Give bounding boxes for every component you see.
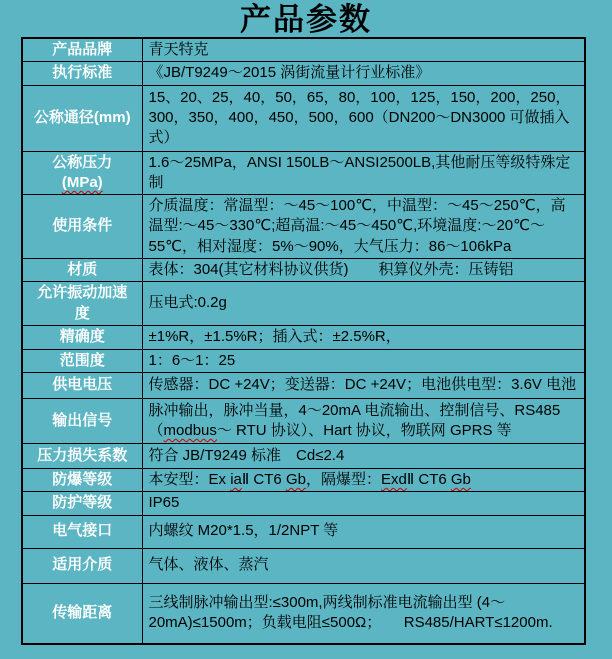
table-row (22, 62, 585, 85)
row-label (22, 282, 142, 326)
misspelled-text: modbus (163, 422, 217, 439)
table-row (22, 325, 585, 349)
table-row (22, 38, 585, 62)
misspelled-text: Gb (285, 471, 306, 488)
table-row (22, 259, 585, 282)
row-value (142, 38, 585, 62)
text-segment: 本安型：Ex (148, 471, 231, 488)
table-row (22, 373, 585, 399)
text-segment: ，隔爆型： (305, 471, 381, 488)
misspelled-text: Exd (380, 471, 407, 488)
text-segment: Ⅱ CT6 (406, 471, 451, 488)
text-segment: 《JB/T9249～2015 涡街流量计行业标准》 (148, 64, 431, 82)
text-segment: 允许振动加速 (37, 284, 128, 302)
text-segment: 防爆等级 (52, 471, 113, 488)
product-parameters-table (21, 37, 586, 645)
text-segment: 青天特克 (148, 41, 209, 58)
row-label (22, 38, 142, 62)
text-segment: 15、20、25，40，50，65，80，100，125，150，200，250，300，350，400，450，500，600（DN200～DN3000 可做插入式） (148, 88, 571, 147)
text-segment: 公称通径(mm) (33, 108, 131, 126)
text-segment: 脉冲输出，脉冲当量，4～20mA 电流输出、控制信号、RS485（ (148, 401, 561, 439)
row-value (142, 259, 585, 282)
row-label (22, 373, 142, 399)
table-row (22, 492, 585, 515)
row-value (142, 62, 585, 85)
misspelled-text: Gb (450, 471, 471, 488)
text-segment: 1.6～25MPa，ANSI 150LB～ANSI2500LB,其他耐压等级特殊定制 (148, 153, 571, 191)
row-label (22, 62, 142, 85)
row-value (142, 373, 585, 399)
table-body (22, 38, 585, 644)
text-segment: 内螺纹 M20*1.5，1/2NPT 等 (148, 522, 339, 540)
text-segment: 传感器：DC +24V；变送器：DC +24V；电池供电型：3.6V 电池 (148, 376, 577, 394)
text-segment: 电气接口 (52, 522, 113, 540)
text-segment: 压力损失系数 (37, 446, 128, 464)
table-row (22, 195, 585, 259)
text-segment: 介质温度：常温型：～45～100℃，中温型：～45～250℃，高温型:～45～330℃;超高温:～45～450℃,环境温度:～20℃～55℃，相对湿度：5%～90%，大气压力：86～106kPa (148, 197, 566, 255)
text-segment: 输出信号 (52, 411, 113, 429)
table-row (22, 399, 585, 444)
row-value (142, 325, 585, 349)
text-segment: 精确度 (59, 328, 105, 346)
text-segment: ±1%R，±1.5%R；插入式：±2.5%R， (148, 328, 401, 346)
row-value (142, 444, 585, 469)
text-segment: 适用介质 (52, 556, 113, 574)
row-label (22, 349, 142, 372)
text-segment: 使用条件 (52, 217, 113, 235)
text-segment: Ⅱ CT6 (241, 471, 286, 488)
text-segment: IP65 (148, 494, 180, 512)
table-row (22, 282, 585, 326)
text-segment: 范围度 (59, 351, 105, 369)
row-label (22, 325, 142, 349)
row-label (22, 399, 142, 444)
text-segment: 供电电压 (52, 376, 113, 394)
table-row (22, 583, 585, 644)
table-row (22, 469, 585, 492)
row-value (142, 151, 585, 195)
text-segment: 三线制脉冲输出型:≤300m,两线制标准电流输出型 (4～20mA)≤1500m；负载电阻≤500Ω； RS485/HART≤1200m. (148, 594, 553, 632)
table-row (22, 349, 585, 372)
table-row (22, 515, 585, 548)
text-segment: 1：6～1：25 (148, 351, 236, 369)
text-segment: 材质 (67, 261, 98, 278)
row-value (142, 195, 585, 259)
text-segment: 压电式:0.2g (148, 294, 227, 312)
row-value (142, 469, 585, 492)
row-label (22, 151, 142, 195)
text-segment: 防护等级 (52, 494, 113, 512)
table-row (22, 85, 585, 151)
row-label (22, 259, 142, 282)
row-value (142, 583, 585, 644)
text-segment: 符合 JB/T9249 标准 Cd≤2.4 (148, 446, 345, 464)
row-label (22, 444, 142, 469)
text-segment: ～ RTU 协议）、Hart 协议，物联网 GPRS 等 (216, 422, 512, 439)
row-value (142, 349, 585, 372)
text-segment: 公称压力 (52, 153, 113, 171)
row-label (22, 492, 142, 515)
row-label (22, 515, 142, 548)
row-label (22, 583, 142, 644)
row-value (142, 548, 585, 583)
text-segment: 气体、液体、蒸汽 (148, 556, 269, 574)
text-segment: 产品品牌 (52, 41, 113, 58)
table-row (22, 151, 585, 195)
row-label (22, 85, 142, 151)
text-segment: 度 (74, 304, 90, 322)
row-value (142, 492, 585, 515)
row-label (22, 469, 142, 492)
text-segment: 表体：304(其它材料协议供货) 积算仪外壳：压铸铝 (148, 261, 514, 278)
row-value (142, 399, 585, 444)
table-row (22, 548, 585, 583)
row-value (142, 282, 585, 326)
text-segment: 执行标准 (52, 64, 113, 82)
row-label (22, 195, 142, 259)
row-label (22, 548, 142, 583)
row-value (142, 85, 585, 151)
misspelled-text: (MPa) (61, 173, 103, 191)
text-segment: 传输距离 (52, 604, 113, 622)
table-row (22, 444, 585, 469)
misspelled-text: ia (230, 471, 242, 488)
page-title: 产品参数 (240, 2, 372, 37)
row-value (142, 515, 585, 548)
